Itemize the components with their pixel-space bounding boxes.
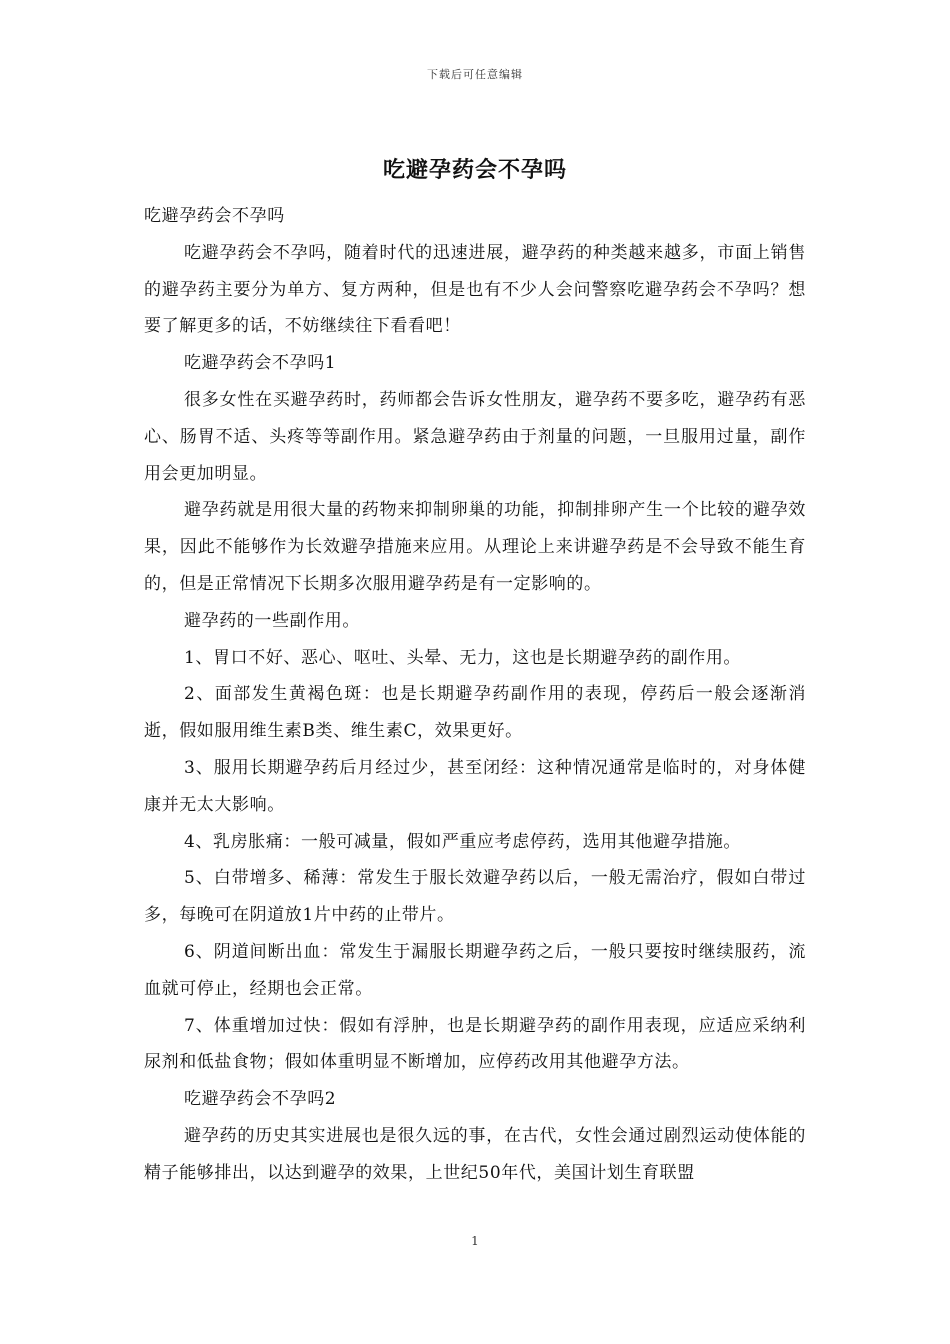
list-item: 1、胃口不好、恶心、呕吐、头晕、无力，这也是长期避孕药的副作用。 bbox=[184, 647, 742, 668]
list-item: 7、体重增加过快：假如有浮肿，也是长期避孕药的副作用表现，应适应采纳利尿剂和低盐食物；假如体重明显不断增加，应停药改用其他避孕方法。 bbox=[144, 1015, 806, 1073]
body-paragraph: 避孕药就是用很大量的药物来抑制卵巢的功能，抑制排卵产生一个比较的避孕效果，因此不能够作为长效避孕措施来应用。从理论上来讲避孕药是不会导致不能生育的，但是正常情况下长期多次服用避孕药是有一定影响的。 bbox=[144, 500, 806, 594]
intro-paragraph: 吃避孕药会不孕吗，随着时代的迅速进展，避孕药的种类越来越多，市面上销售的避孕药主要分为单方、复方两种，但是也有不少人会问警察吃避孕药会不孕吗？想要了解更多的话，不妨继续往下看看吧！ bbox=[144, 242, 806, 337]
list-item: 6、阴道间断出血：常发生于漏服长期避孕药之后，一般只要按时继续服药，流血就可停止，经期也会正常。 bbox=[144, 941, 806, 999]
list-item: 5、白带增多、稀薄：常发生于服长效避孕药以后，一般无需治疗，假如白带过多，每晚可在阴道放1片中药的止带片。 bbox=[144, 868, 806, 926]
document-body bbox=[144, 198, 806, 1192]
list-item: 4、乳房胀痛：一般可减量，假如严重应考虑停药，选用其他避孕措施。 bbox=[184, 831, 742, 852]
body-paragraph: 很多女性在买避孕药时，药师都会告诉女性朋友，避孕药不要多吃，避孕药有恶心、肠胃不适、头疼等等副作用。紧急避孕药由于剂量的问题，一旦服用过量，副作用会更加明显。 bbox=[144, 389, 806, 484]
section-heading-2: 吃避孕药会不孕吗2 bbox=[184, 1089, 337, 1110]
header-note: 下载后可任意编辑 bbox=[427, 68, 523, 81]
list-item: 2、面部发生黄褐色斑：也是长期避孕药副作用的表现，停药后一般会逐渐消逝，假如服用维生素B类、维生素C，效果更好。 bbox=[144, 684, 806, 742]
section-heading-1: 吃避孕药会不孕吗1 bbox=[184, 353, 337, 374]
list-intro: 避孕药的一些副作用。 bbox=[184, 610, 360, 631]
page-number: 1 bbox=[471, 1234, 479, 1248]
document-title: 吃避孕药会不孕吗 bbox=[382, 157, 567, 183]
body-paragraph: 避孕药的历史其实进展也是很久远的事，在古代，女性会通过剧烈运动使体能的精子能够排出，以达到避孕的效果，上世纪50年代，美国计划生育联盟 bbox=[144, 1125, 806, 1183]
subtitle-line: 吃避孕药会不孕吗 bbox=[144, 206, 285, 226]
list-item: 3、服用长期避孕药后月经过少，甚至闭经：这种情况通常是临时的，对身体健康并无太大影响。 bbox=[144, 757, 806, 815]
